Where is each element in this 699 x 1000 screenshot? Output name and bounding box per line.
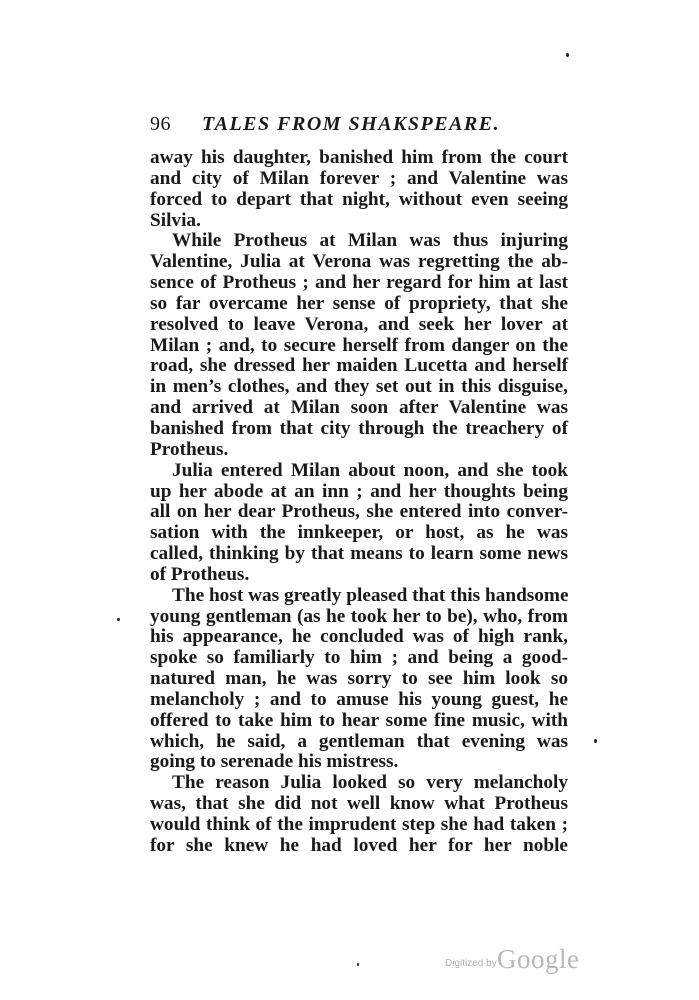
text-line: which, he said, a gentleman that evening was (150, 730, 568, 752)
text-line: Silvia. (150, 209, 201, 231)
text-line: road, she dressed her maiden Lucetta and herself (150, 355, 568, 377)
text-line: up her abode at an inn ; and her thoughts being (150, 480, 568, 502)
google-logo: Google (497, 944, 580, 974)
text-line: The host was greatly pleased that this handsome (172, 584, 569, 606)
text-line: natured man, he was sorry to see him look so (150, 668, 568, 690)
text-line: spoke so familiarly to him ; and being a good- (150, 647, 568, 669)
running-title: TALES FROM SHAKSPEARE. (202, 113, 501, 135)
text-line: The reason Julia looked so very melancholy (172, 772, 568, 794)
text-line: sation with the innkeeper, or host, as he was (150, 522, 568, 544)
speck (566, 53, 569, 57)
text-line: in men’s clothes, and they set out in this disguise, (150, 376, 568, 398)
text-line: melancholy ; and to amuse his young guest, he (150, 688, 568, 710)
text-line: of Protheus. (150, 563, 250, 585)
text-line: Protheus. (150, 438, 229, 460)
page-header (150, 113, 570, 137)
text-line: offered to take him to hear some fine music, with (150, 709, 568, 731)
text-line: going to serenade his mistress. (150, 751, 399, 773)
text-line: forced to depart that night, without even seeing (150, 188, 568, 210)
text-line: so far overcame her sense of propriety, that she (150, 292, 568, 314)
speck (594, 739, 597, 743)
text-line: called, thinking by that means to learn some news (150, 543, 568, 565)
text-line: for she knew he had loved her for her noble (150, 834, 568, 856)
text-line: and city of Milan forever ; and Valentine was (150, 167, 568, 189)
text-line: banished from that city through the treachery of (150, 417, 568, 439)
page-number: 96 (150, 113, 171, 135)
text-line: resolved to leave Verona, and seek her lover at (150, 313, 568, 335)
text-line: sence of Protheus ; and her regard for him at last (150, 272, 568, 294)
text-line: Milan ; and, to secure herself from danger on the (150, 334, 568, 356)
body-text (150, 148, 568, 857)
text-line: While Protheus at Milan was thus injuring (172, 230, 568, 252)
speck (357, 963, 359, 966)
text-line: and arrived at Milan soon after Valentine was (150, 397, 568, 419)
speck (117, 618, 120, 621)
text-line: all on her dear Protheus, she entered into conver- (150, 501, 568, 523)
text-line: young gentleman (as he took her to be), who, from (150, 605, 568, 627)
digitized-watermark (445, 946, 585, 976)
digitized-label: Digitized by (445, 958, 497, 969)
text-line: away his daughter, banished him from the court (150, 147, 568, 168)
text-line: Valentine, Julia at Verona was regretting the ab- (150, 251, 568, 273)
text-line: Julia entered Milan about noon, and she took (172, 459, 568, 481)
text-line: would think of the imprudent step she had taken ; (150, 814, 568, 835)
text-line: his appearance, he concluded was of high rank, (150, 626, 568, 648)
text-line: was, that she did not well know what Protheus (150, 793, 568, 815)
